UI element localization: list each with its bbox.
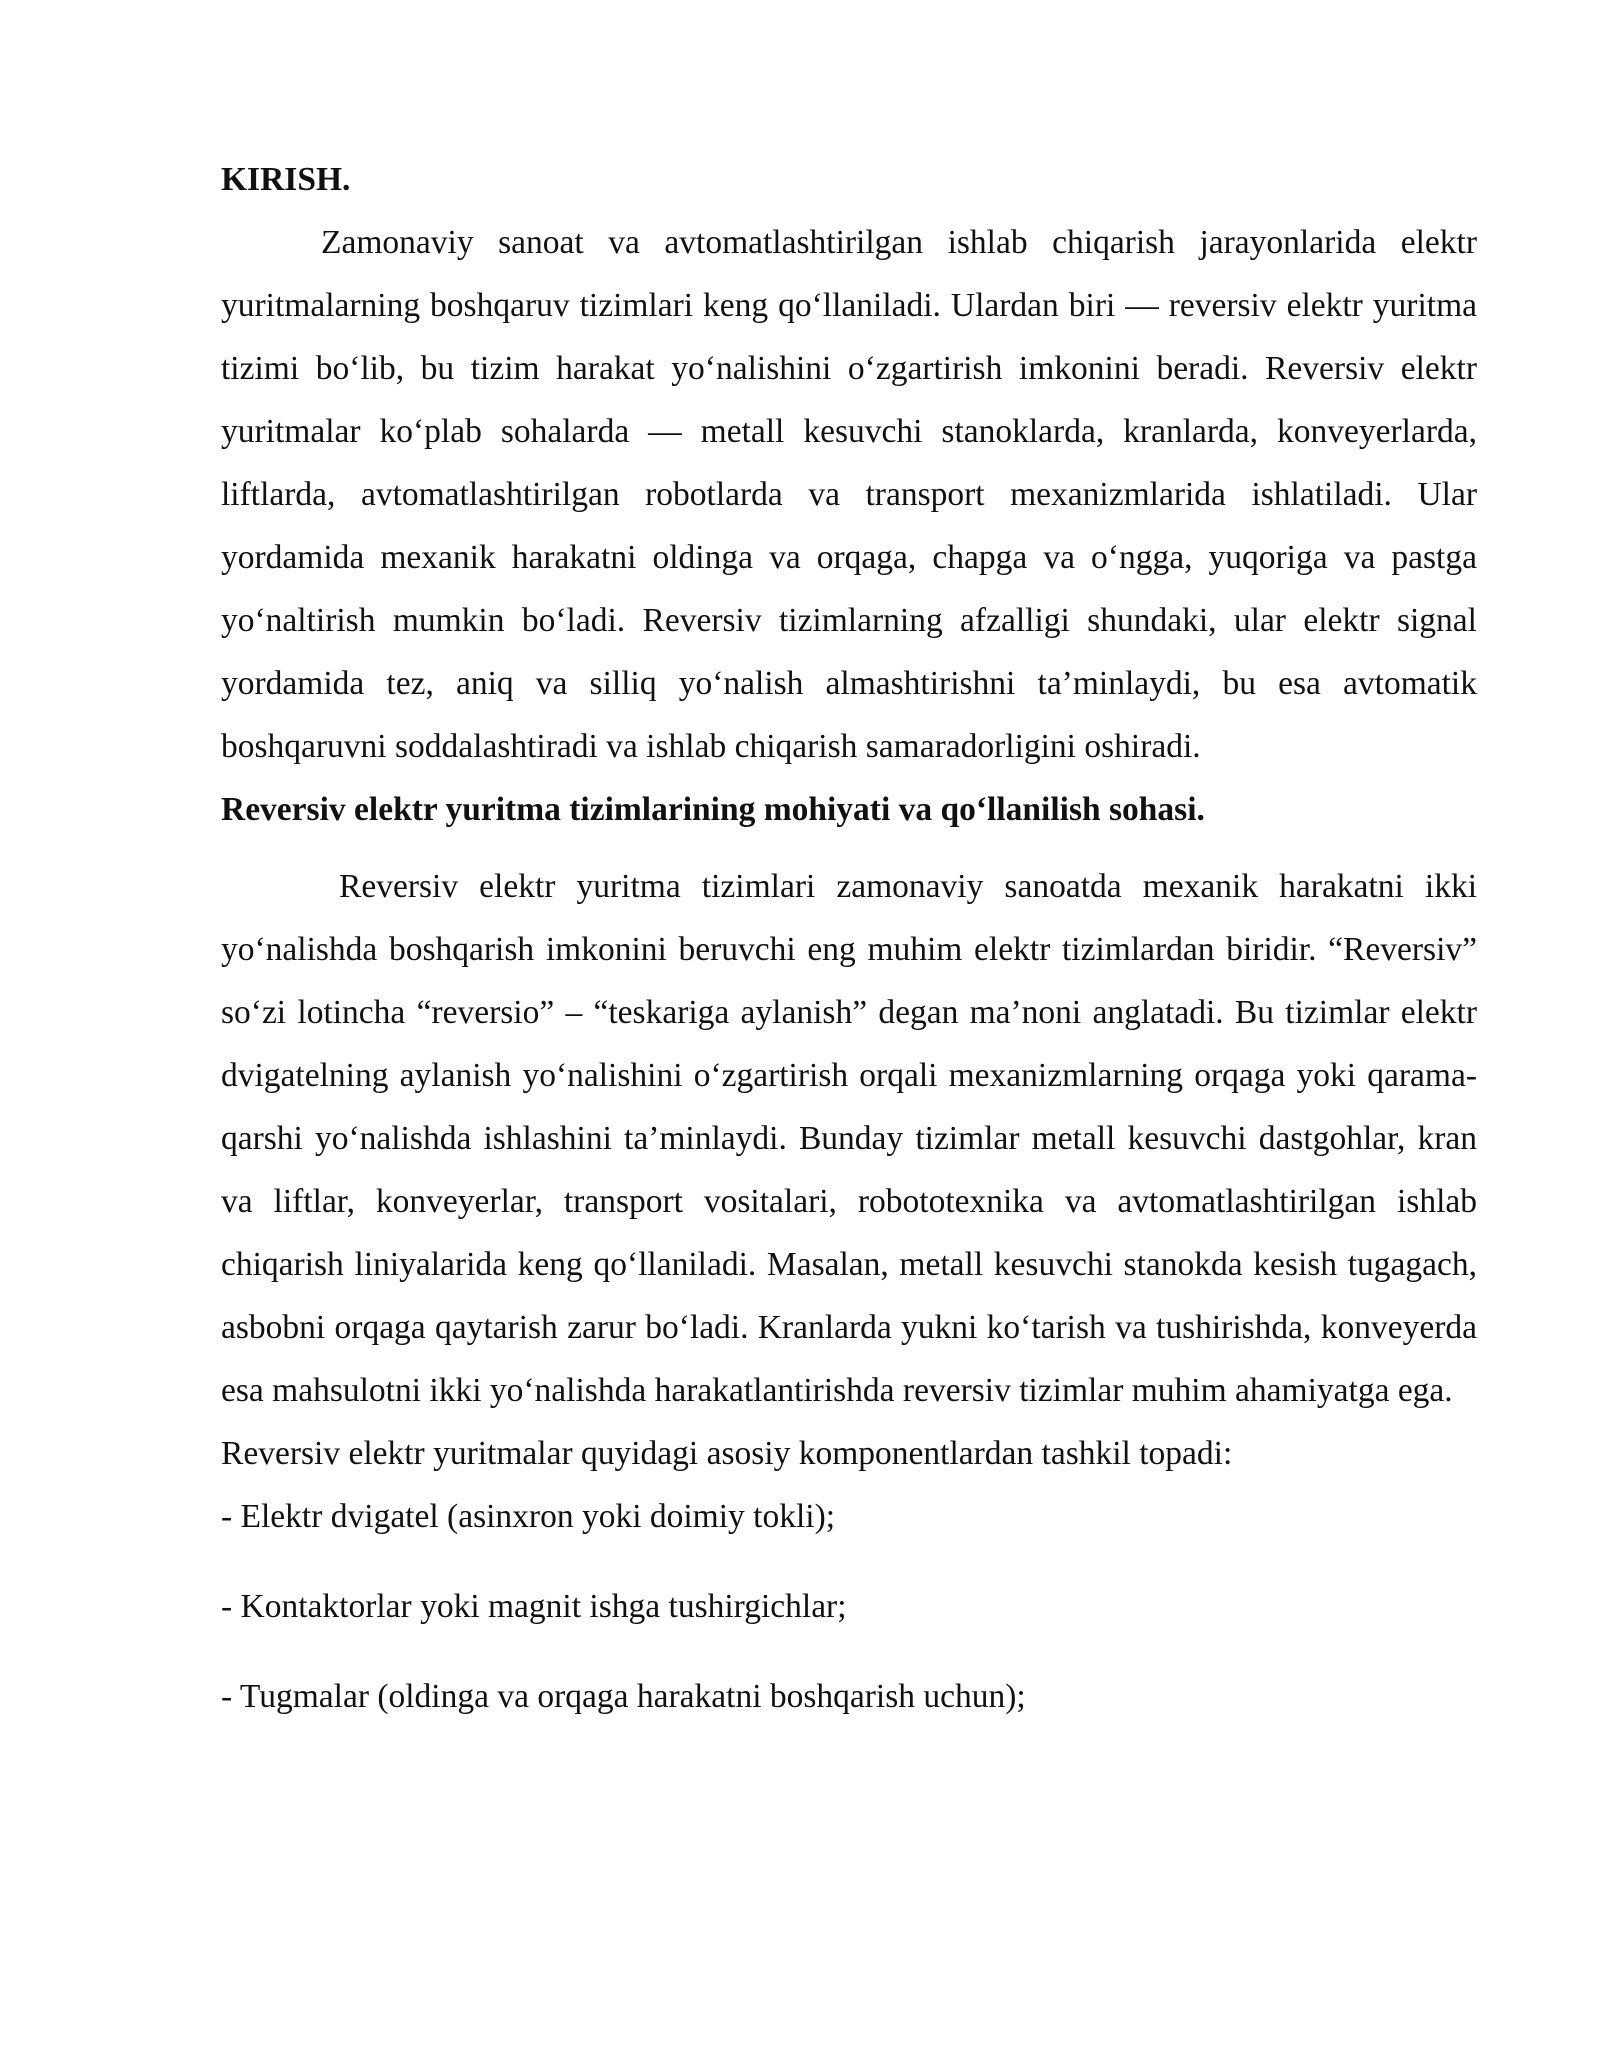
list-item: - Elektr dvigatel (asinxron yoki doimiy tokli);: [221, 1498, 836, 1535]
components-intro: Reversiv elektr yuritmalar quyidagi asosiy komponentlardan tashkil topadi:: [221, 1435, 1233, 1472]
list-item: - Tugmalar (oldinga va orqaga harakatni boshqarish uchun);: [221, 1678, 1026, 1715]
document-page: [221, 148, 1477, 1728]
intro-paragraph: Zamonaviy sanoat va avtomatlashtirilgan ishlab chiqarish jarayonlarida elektr yuritmalarning boshqaruv tizimlari keng qo‘llaniladi. Ulardan biri — reversiv elektr yuritma tizimi bo‘lib, bu tizim harakat yo‘nalishini o‘zgartirish imkonini beradi. Reversiv elektr yuritmalar ko‘plab sohalarda — metall kesuvchi stanoklarda, kranlarda, konveyerlarda, liftlarda, avtomatlashtirilgan robotlarda va transport mexanizmlarida ishlatiladi. Ular yordamida mexanik harakatni oldinga va orqaga, chapga va o‘ngga, yuqoriga va pastga yo‘naltirish mumkin bo‘ladi. Reversiv tizimlarning afzalligi shundaki, ular elektr signal yordamida tez, aniq va silliq yo‘nalish almashtirishni ta’minlaydi, bu esa avtomatik boshqaruvni soddalashtiradi va ishlab chiqarish samaradorligini oshiradi.: [221, 224, 1477, 765]
list-item: - Kontaktorlar yoki magnit ishga tushirgichlar;: [221, 1588, 847, 1625]
intro-heading: KIRISH.: [221, 161, 351, 198]
section-heading: Reversiv elektr yuritma tizimlarining mohiyati va qo‘llanilish sohasi.: [221, 791, 1205, 828]
section-paragraph: Reversiv elektr yuritma tizimlari zamonaviy sanoatda mexanik harakatni ikki yo‘nalishda boshqarish imkonini beruvchi eng muhim elektr tizimlardan biridir. “Reversiv” so‘zi lotincha “reversio” – “teskariga aylanish” degan ma’noni anglatadi. Bu tizimlar elektr dvigatelning aylanish yo‘nalishini o‘zgartirish orqali mexanizmlarning orqaga yoki qarama-qarshi yo‘nalishda ishlashini ta’minlaydi. Bunday tizimlar metall kesuvchi dastgohlar, kran va liftlar, konveyerlar, transport vositalari, robototexnika va avtomatlashtirilgan ishlab chiqarish liniyalarida keng qo‘llaniladi. Masalan, metall kesuvchi stanokda kesish tugagach, asbobni orqaga qaytarish zarur bo‘ladi. Kranlarda yukni ko‘tarish va tushirishda, konveyerda esa mahsulotni ikki yo‘nalishda harakatlantirishda reversiv tizimlar muhim ahamiyatga ega.: [221, 868, 1477, 1409]
